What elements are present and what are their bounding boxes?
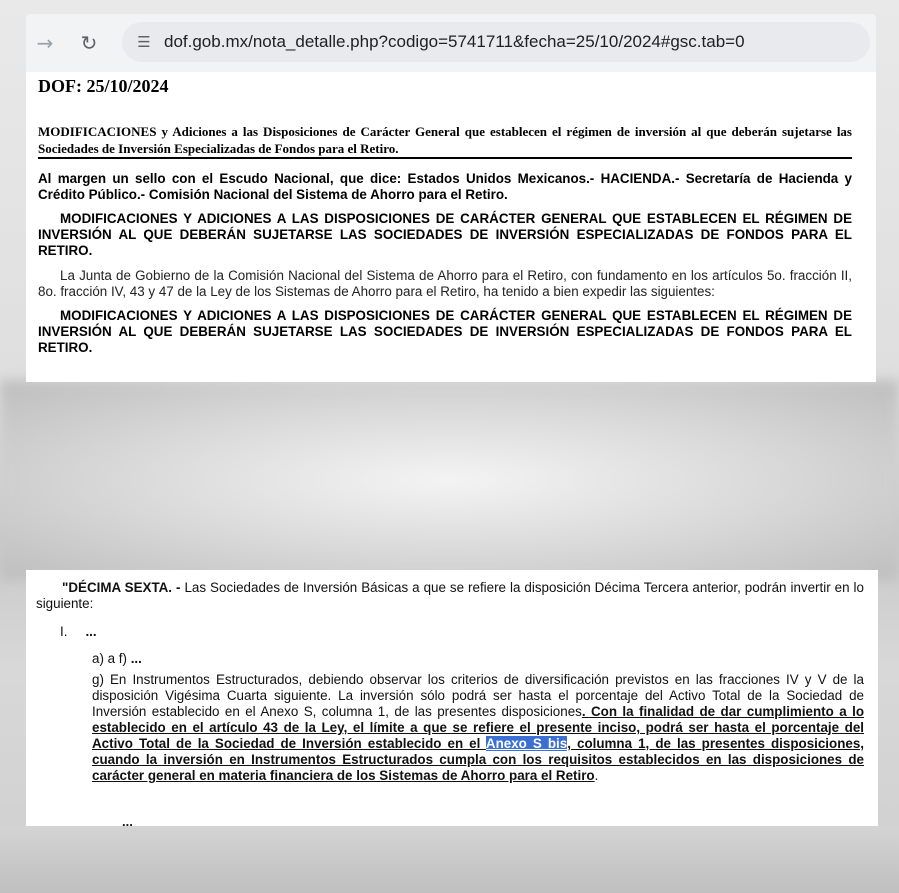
blurred-background-bottom bbox=[0, 826, 899, 893]
junta-paragraph: La Junta de Gobierno de la Comisión Nacional del Sistema de Ahorro para el Retiro, con fundamento en los artículos 5o. fracción II, 8o. fracción IV, 43 y 47 de la Ley de los Sistemas de Ahorro para el Retiro, ha tenido a bien expedir las siguientes: bbox=[38, 268, 852, 299]
publication-date: DOF: 25/10/2024 bbox=[38, 76, 169, 96]
subsection-a-f-label: a) a f) bbox=[92, 651, 131, 666]
document-page-top bbox=[26, 72, 876, 382]
browser-toolbar bbox=[26, 14, 876, 72]
document-excerpt bbox=[26, 570, 878, 829]
reload-icon[interactable]: ↻ bbox=[80, 31, 98, 55]
document-heading-repeat: MODIFICACIONES Y ADICIONES A LAS DISPOSICIONES DE CARÁCTER GENERAL QUE ESTABLECEN EL RÉGIMEN DE INVERSIÓN AL QUE DEBERÁN SUJETARSE LAS SOCIEDADES DE INVERSIÓN ESPECIALIZADAS DE FONDOS PARA EL RETIRO. bbox=[38, 308, 852, 355]
subsection-a-f bbox=[92, 651, 142, 666]
decima-sexta-label: "DÉCIMA SEXTA. - bbox=[62, 580, 181, 595]
highlighted-text[interactable]: Anexo S bis bbox=[485, 736, 568, 751]
fraction-i-ellipsis: ... bbox=[85, 624, 97, 639]
subsection-a-f-ellipsis: ... bbox=[130, 651, 142, 666]
decima-sexta-text: Las Sociedades de Inversión Básicas a que se refiere la disposición Décima Tercera anterior, podrán invertir en lo siguiente: bbox=[36, 580, 864, 611]
fraction-i-label: I. bbox=[60, 624, 68, 639]
subsection-g-text: g) En Instrumentos Estructurados, debiendo observar los criterios de diversificación previstos en las fracciones IV y V de la disposición Vigésima Cuarta siguiente. La inversión sólo podrá ser hasta el porcentaje del Activo Total de la Sociedad de Inversión establecido en el Anexo S, columna 1, de las presentes disposiciones bbox=[92, 672, 864, 719]
address-bar[interactable] bbox=[122, 22, 870, 62]
url-text[interactable]: dof.gob.mx/nota_detalle.php?codigo=5741711&fecha=25/10/2024#gsc.tab=0 bbox=[164, 32, 745, 51]
document-title: MODIFICACIONES y Adiciones a las Disposiciones de Carácter General que establecen el régimen de inversión al que deberán sujetarse las Sociedades de Inversión Especializadas de Fondos para el Retiro. bbox=[38, 124, 852, 156]
subsection-g bbox=[92, 672, 864, 784]
amendment-text-2: , columna 1, de las presentes disposiciones, cuando la inversión en Instrumentos Estructurados cumpla con los requisitos establecidos en las disposiciones de carácter general en materia financiera de los Sistemas de Ahorro para el Retiro bbox=[92, 736, 865, 783]
fraction-i bbox=[60, 624, 97, 639]
subsection-g-end: . bbox=[594, 768, 599, 783]
site-info-icon[interactable]: ☰ bbox=[137, 33, 151, 51]
amendment-text-1: . Con la finalidad de dar cumplimiento a lo establecido en el artículo 43 de la Ley, el límite a que se refiere el presente inciso, podrá ser hasta el porcentaje del Activo Total de la Sociedad de Inversión establecido en el bbox=[92, 704, 864, 751]
forward-arrow-icon[interactable]: → bbox=[36, 31, 54, 55]
trailing-ellipsis: ... bbox=[122, 814, 133, 829]
document-heading: MODIFICACIONES Y ADICIONES A LAS DISPOSICIONES DE CARÁCTER GENERAL QUE ESTABLECEN EL RÉGIMEN DE INVERSIÓN AL QUE DEBERÁN SUJETARSE LAS SOCIEDADES DE INVERSIÓN ESPECIALIZADAS DE FONDOS PARA EL RETIRO. bbox=[38, 211, 852, 258]
title-divider bbox=[38, 157, 852, 159]
blurred-background bbox=[0, 380, 899, 580]
margin-note: Al margen un sello con el Escudo Nacional, que dice: Estados Unidos Mexicanos.- HACIENDA.- Secretaría de Hacienda y Crédito Público.- Comisión Nacional del Sistema de Ahorro para el Retiro. bbox=[38, 171, 852, 202]
decima-sexta-paragraph bbox=[36, 580, 864, 612]
